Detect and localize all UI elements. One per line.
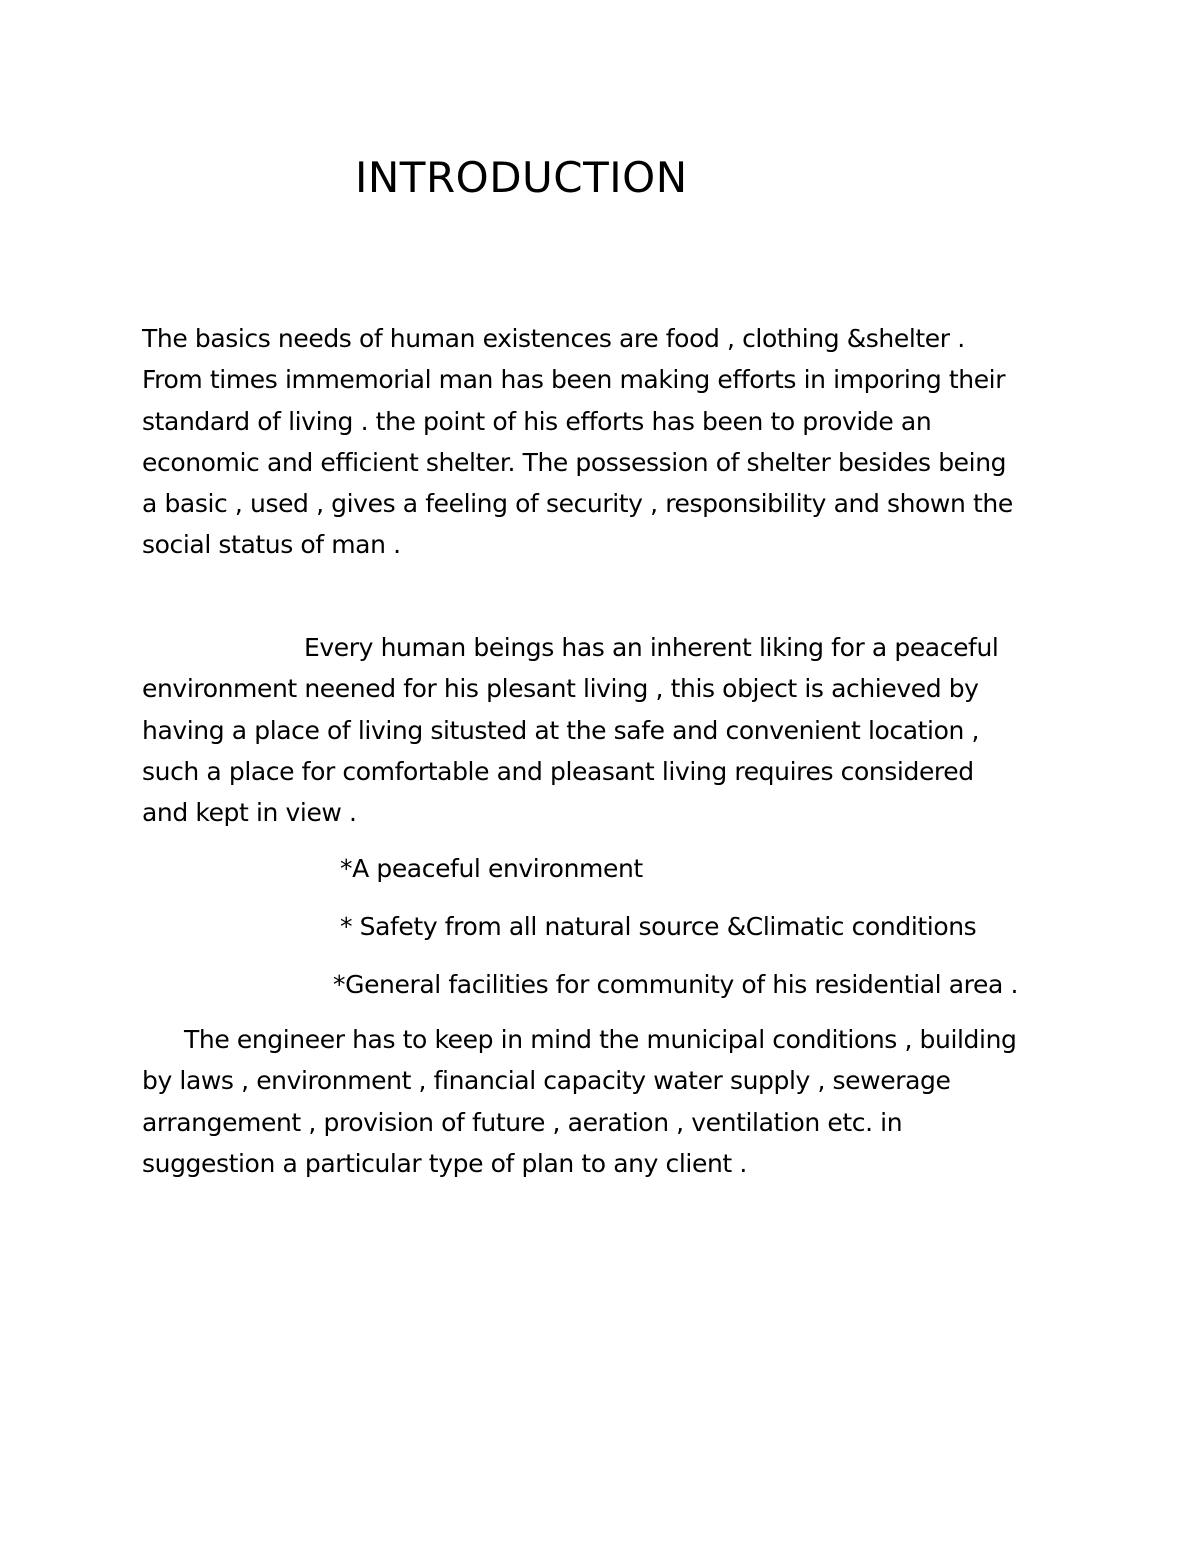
paragraph-line: suggestion a particular type of plan to any client . — [142, 1148, 747, 1178]
bullet-item: * Safety from all natural source &Climatic conditions — [340, 912, 977, 941]
paragraph-line: standard of living . the point of his efforts has been to provide an — [142, 406, 932, 436]
paragraph-line: The basics needs of human existences are food , clothing &shelter . — [142, 324, 965, 353]
paragraph-line: The engineer has to keep in mind the municipal conditions , building — [184, 1025, 1017, 1054]
bullet-item: *A peaceful environment — [340, 854, 643, 883]
paragraph-basic-needs — [142, 318, 1082, 566]
paragraph-line: environment neened for his plesant living , this object is achieved by — [142, 674, 979, 704]
paragraph-line: arrangement , provision of future , aeration , ventilation etc. in — [142, 1107, 903, 1137]
paragraph-line: and kept in view . — [142, 798, 357, 828]
paragraph-peaceful-environment — [142, 627, 1082, 833]
paragraph-line: Every human beings has an inherent liking for a peaceful — [304, 633, 999, 662]
paragraph-line: economic and efficient shelter. The possession of shelter besides being — [142, 447, 1007, 477]
paragraph-line: by laws , environment , financial capacity water supply , sewerage — [142, 1066, 951, 1096]
paragraph-line: such a place for comfortable and pleasant living requires considered — [142, 756, 974, 786]
paragraph-line: social status of man . — [142, 530, 401, 560]
page-title: INTRODUCTION — [355, 153, 688, 202]
paragraph-line: From times immemorial man has been making efforts in imporing their — [142, 365, 1006, 395]
paragraph-line: a basic , used , gives a feeling of security , responsibility and shown the — [142, 489, 1013, 519]
paragraph-engineer-considerations — [142, 1019, 1082, 1184]
paragraph-line: having a place of living situsted at the safe and convenient location , — [142, 715, 980, 745]
bullet-item: *General facilities for community of his residential area . — [333, 970, 1019, 999]
